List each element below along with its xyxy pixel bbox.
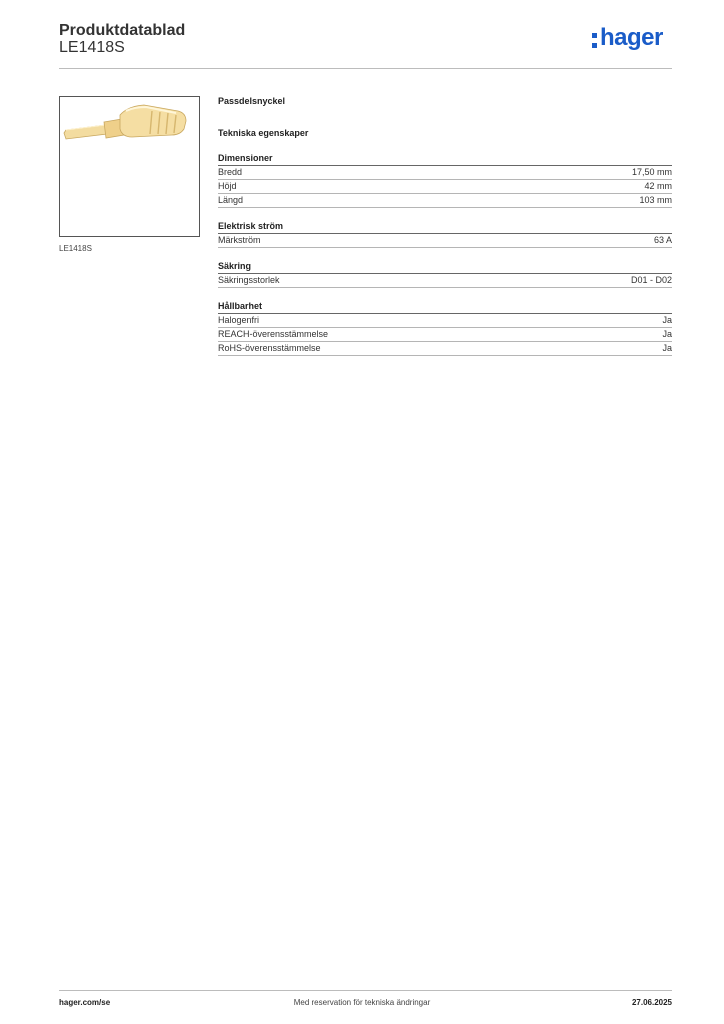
product-image xyxy=(59,96,200,237)
section-title: Säkring xyxy=(218,261,672,274)
hager-logo xyxy=(592,24,676,58)
footer-divider xyxy=(59,990,672,991)
image-caption: LE1418S xyxy=(59,244,92,253)
section-title: Hållbarhet xyxy=(218,301,672,314)
spec-row xyxy=(218,342,672,356)
spec-row xyxy=(218,328,672,342)
footer-disclaimer: Med reservation för tekniska ändringar xyxy=(293,998,431,1007)
tech-title: Tekniska egenskaper xyxy=(218,128,309,138)
footer-website-link[interactable]: hager.com/se xyxy=(59,998,111,1007)
page-title: Produktdatablad xyxy=(59,22,186,39)
spec-row xyxy=(218,166,672,180)
product-name: Passdelsnyckel xyxy=(218,96,286,106)
spec-value: 42 mm xyxy=(644,181,672,191)
spec-row xyxy=(218,314,672,328)
spec-label: Längd xyxy=(218,195,244,205)
section-title: Elektrisk ström xyxy=(218,221,672,234)
spec-row xyxy=(218,234,672,248)
logo-wordmark: hager xyxy=(600,24,663,51)
spec-value: Ja xyxy=(662,329,672,339)
section-dimensioner xyxy=(218,153,672,208)
fuse-key-icon xyxy=(60,97,201,238)
spec-value: D01 - D02 xyxy=(630,275,672,285)
spec-value: Ja xyxy=(662,343,672,353)
spec-content xyxy=(218,96,672,356)
spec-label: Halogenfri xyxy=(218,315,260,325)
product-code: LE1418S xyxy=(59,39,125,56)
spec-row xyxy=(218,194,672,208)
footer-date: 27.06.2025 xyxy=(631,998,672,1007)
spec-label: RoHS-överensstämmelse xyxy=(218,343,321,353)
spec-value: 103 mm xyxy=(639,195,672,205)
section-sakring xyxy=(218,261,672,288)
spec-label: Märkström xyxy=(218,235,261,245)
spec-label: Bredd xyxy=(218,167,243,177)
spec-label: Höjd xyxy=(218,181,237,191)
spec-label: Säkringsstorlek xyxy=(218,275,280,285)
spec-value: 17,50 mm xyxy=(631,167,672,177)
spec-row xyxy=(218,180,672,194)
spec-value: Ja xyxy=(662,315,672,325)
section-elektrisk-strom xyxy=(218,221,672,248)
spec-label: REACH-överensstämmelse xyxy=(218,329,329,339)
logo-dots-icon xyxy=(592,33,597,53)
section-title: Dimensioner xyxy=(218,153,672,166)
section-hallbarhet xyxy=(218,301,672,356)
spec-value: 63 A xyxy=(653,235,672,245)
spec-row xyxy=(218,274,672,288)
header-divider xyxy=(59,68,672,69)
